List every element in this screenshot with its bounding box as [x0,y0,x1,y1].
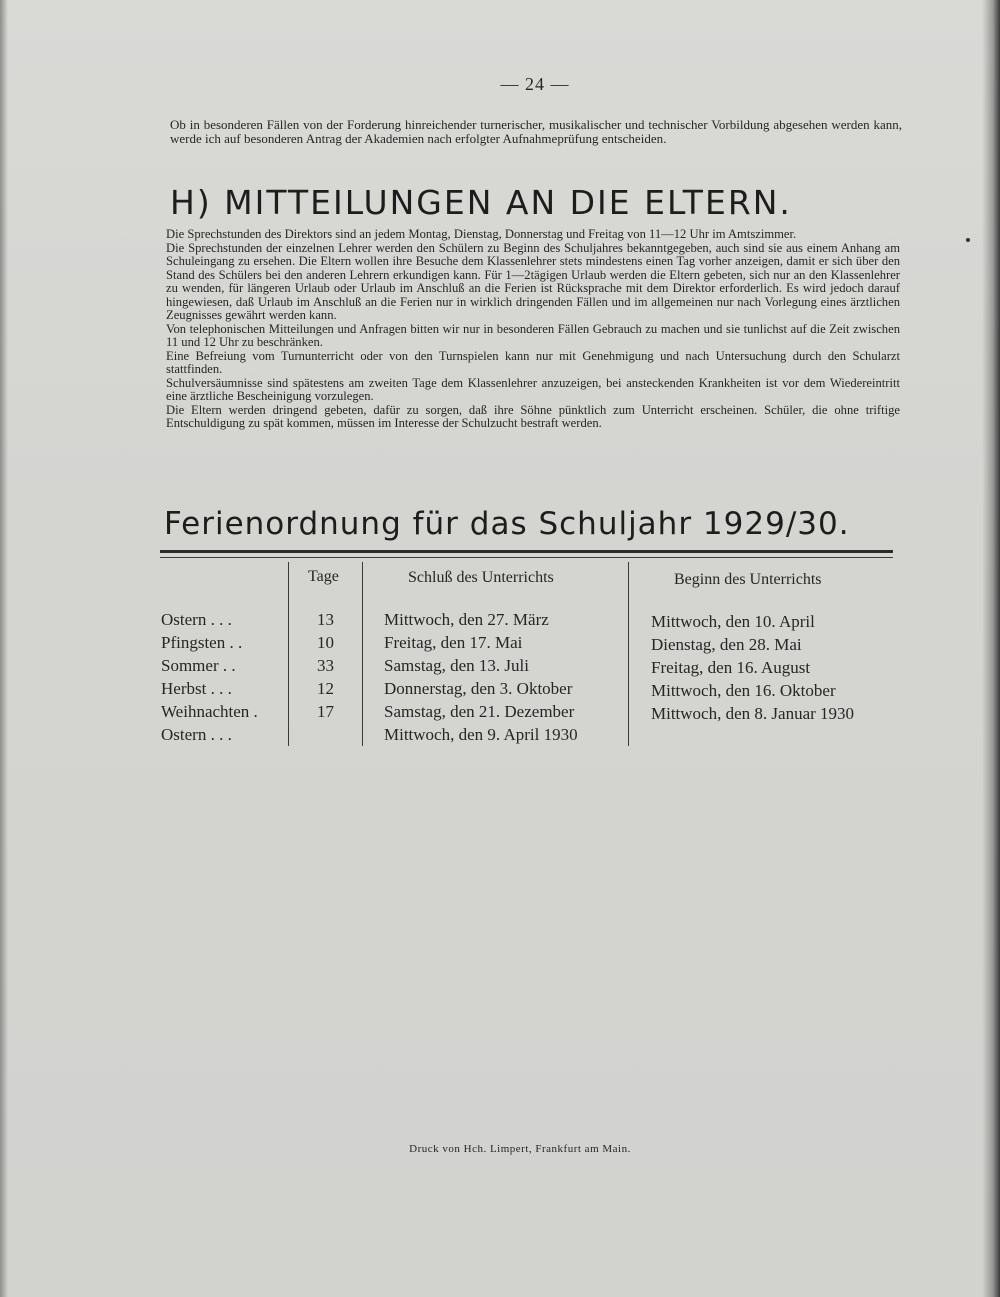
holiday-end-date: Samstag, den 21. Dezember [384,702,575,721]
holiday-end-date: Freitag, den 17. Mai [384,633,523,652]
page-number: — 24 — [500,74,570,94]
table-row [0,610,1000,633]
column-header-tage: Tage [308,568,339,585]
table-rule-top [160,550,893,553]
holiday-name: Herbst . . . [161,679,232,698]
paragraph: Schulversäumnisse sind spätestens am zweiten Tage dem Klassenlehrer anzuzeigen, bei ansteckenden Krankheiten ist vor dem Wiedereintritt eine ärztliche Bescheinigung vorzulegen. [166,375,900,403]
paragraph: Die Sprechstunden der einzelnen Lehrer werden den Schülern zu Beginn des Schuljahres bekanntgegeben, auch sind sie aus einem Anhang am Schuleingang zu ersehen. Die Eltern wollen ihre Besuche dem Klassenlehrer stets mindestens einen Tag vorher anzeigen, damit er sich über den Stand des Schülers bei den anderen Lehrern erkundigen kann. Für 1—2tägigen Urlaub werden die Eltern gebeten, sich nur an den Klassenlehrer zu wenden, für längeren Urlaub oder Urlaub im Anschluß an die Ferien ist Rücksprache mit dem Direktor erforderlich. Es wird jedoch darauf hingewiesen, daß Urlaub im Anschluß an die Ferien nur in wirklich dringenden Fällen und im allgemeinen nur nach Vorlegung eines ärztlichen Zeugnisses gewährt werden kann. [166,240,900,322]
holiday-name: Ostern . . . [161,725,232,744]
paragraph: Die Sprechstunden des Direktors sind an jedem Montag, Dienstag, Donnerstag und Freitag von 11—12 Uhr im Amtszimmer. [166,227,797,241]
mitteilungen-body [166,228,900,431]
holiday-days: 12 [317,679,334,698]
table-row [0,725,1000,748]
paragraph: Von telephonischen Mitteilungen und Anfragen bitten wir nur in besonderen Fällen Gebrauch zu machen und sie tunlichst auf die Zeit zwischen 11 und 12 Uhr zu beschränken. [166,321,900,349]
holiday-start-date: Dienstag, den 28. Mai [651,635,802,654]
table-row [0,702,1000,725]
holiday-start-date: Freitag, den 16. August [651,658,811,677]
holiday-end-date: Mittwoch, den 27. März [384,610,549,629]
printer-imprint: Druck von Hch. Limpert, Frankfurt am Main. [409,1143,631,1155]
table-row [0,656,1000,679]
holiday-end-date: Mittwoch, den 9. April 1930 [384,725,578,744]
intro-paragraph: Ob in besonderen Fällen von der Forderung hinreichender turnerischer, musikalischer und technischer Vorbildung abgesehen werden kann, werde ich auf besonderen Antrag der Akademien nach erfolgter Aufnahmeprüfung entscheiden. [170,117,902,146]
holiday-name: Ostern . . . [161,610,232,629]
column-header-beginn: Beginn des Unterrichts [674,571,822,588]
table-row [0,679,1000,702]
holiday-days: 10 [317,633,334,652]
column-header-schluss: Schluß des Unterrichts [408,569,554,586]
paragraph: Die Eltern werden dringend gebeten, dafür zu sorgen, daß ihre Söhne pünktlich zum Unterricht erscheinen. Schüler, die ohne triftige Entschuldigung zu spät kommen, müssen im Interesse der Schulzucht bestraft werden. [166,402,900,430]
holiday-name: Weihnachten . [161,702,258,721]
holiday-days: 33 [317,656,334,675]
holiday-name: Pfingsten . . [161,633,243,652]
table-rule-sub [160,557,893,558]
holiday-end-date: Donnerstag, den 3. Oktober [384,679,573,698]
section-heading-ferienordnung: Ferienordnung für das Schuljahr 1929/30. [164,506,850,542]
scan-speck [966,238,970,242]
section-heading-mitteilungen: H) MITTEILUNGEN AN DIE ELTERN. [170,183,792,222]
holiday-name: Sommer . . [161,656,236,675]
holiday-days: 17 [317,702,334,721]
holiday-start-date: Mittwoch, den 16. Oktober [651,681,836,700]
holiday-days: 13 [317,610,334,629]
holiday-end-date: Samstag, den 13. Juli [384,656,529,675]
holiday-start-date: Mittwoch, den 10. April [651,612,815,631]
holiday-start-date: Mittwoch, den 8. Januar 1930 [651,704,855,723]
table-row [0,633,1000,656]
paragraph: Eine Befreiung vom Turnunterricht oder von den Turnspielen kann nur mit Genehmigung und nach Untersuchung durch den Schularzt stattfinden. [166,348,900,376]
